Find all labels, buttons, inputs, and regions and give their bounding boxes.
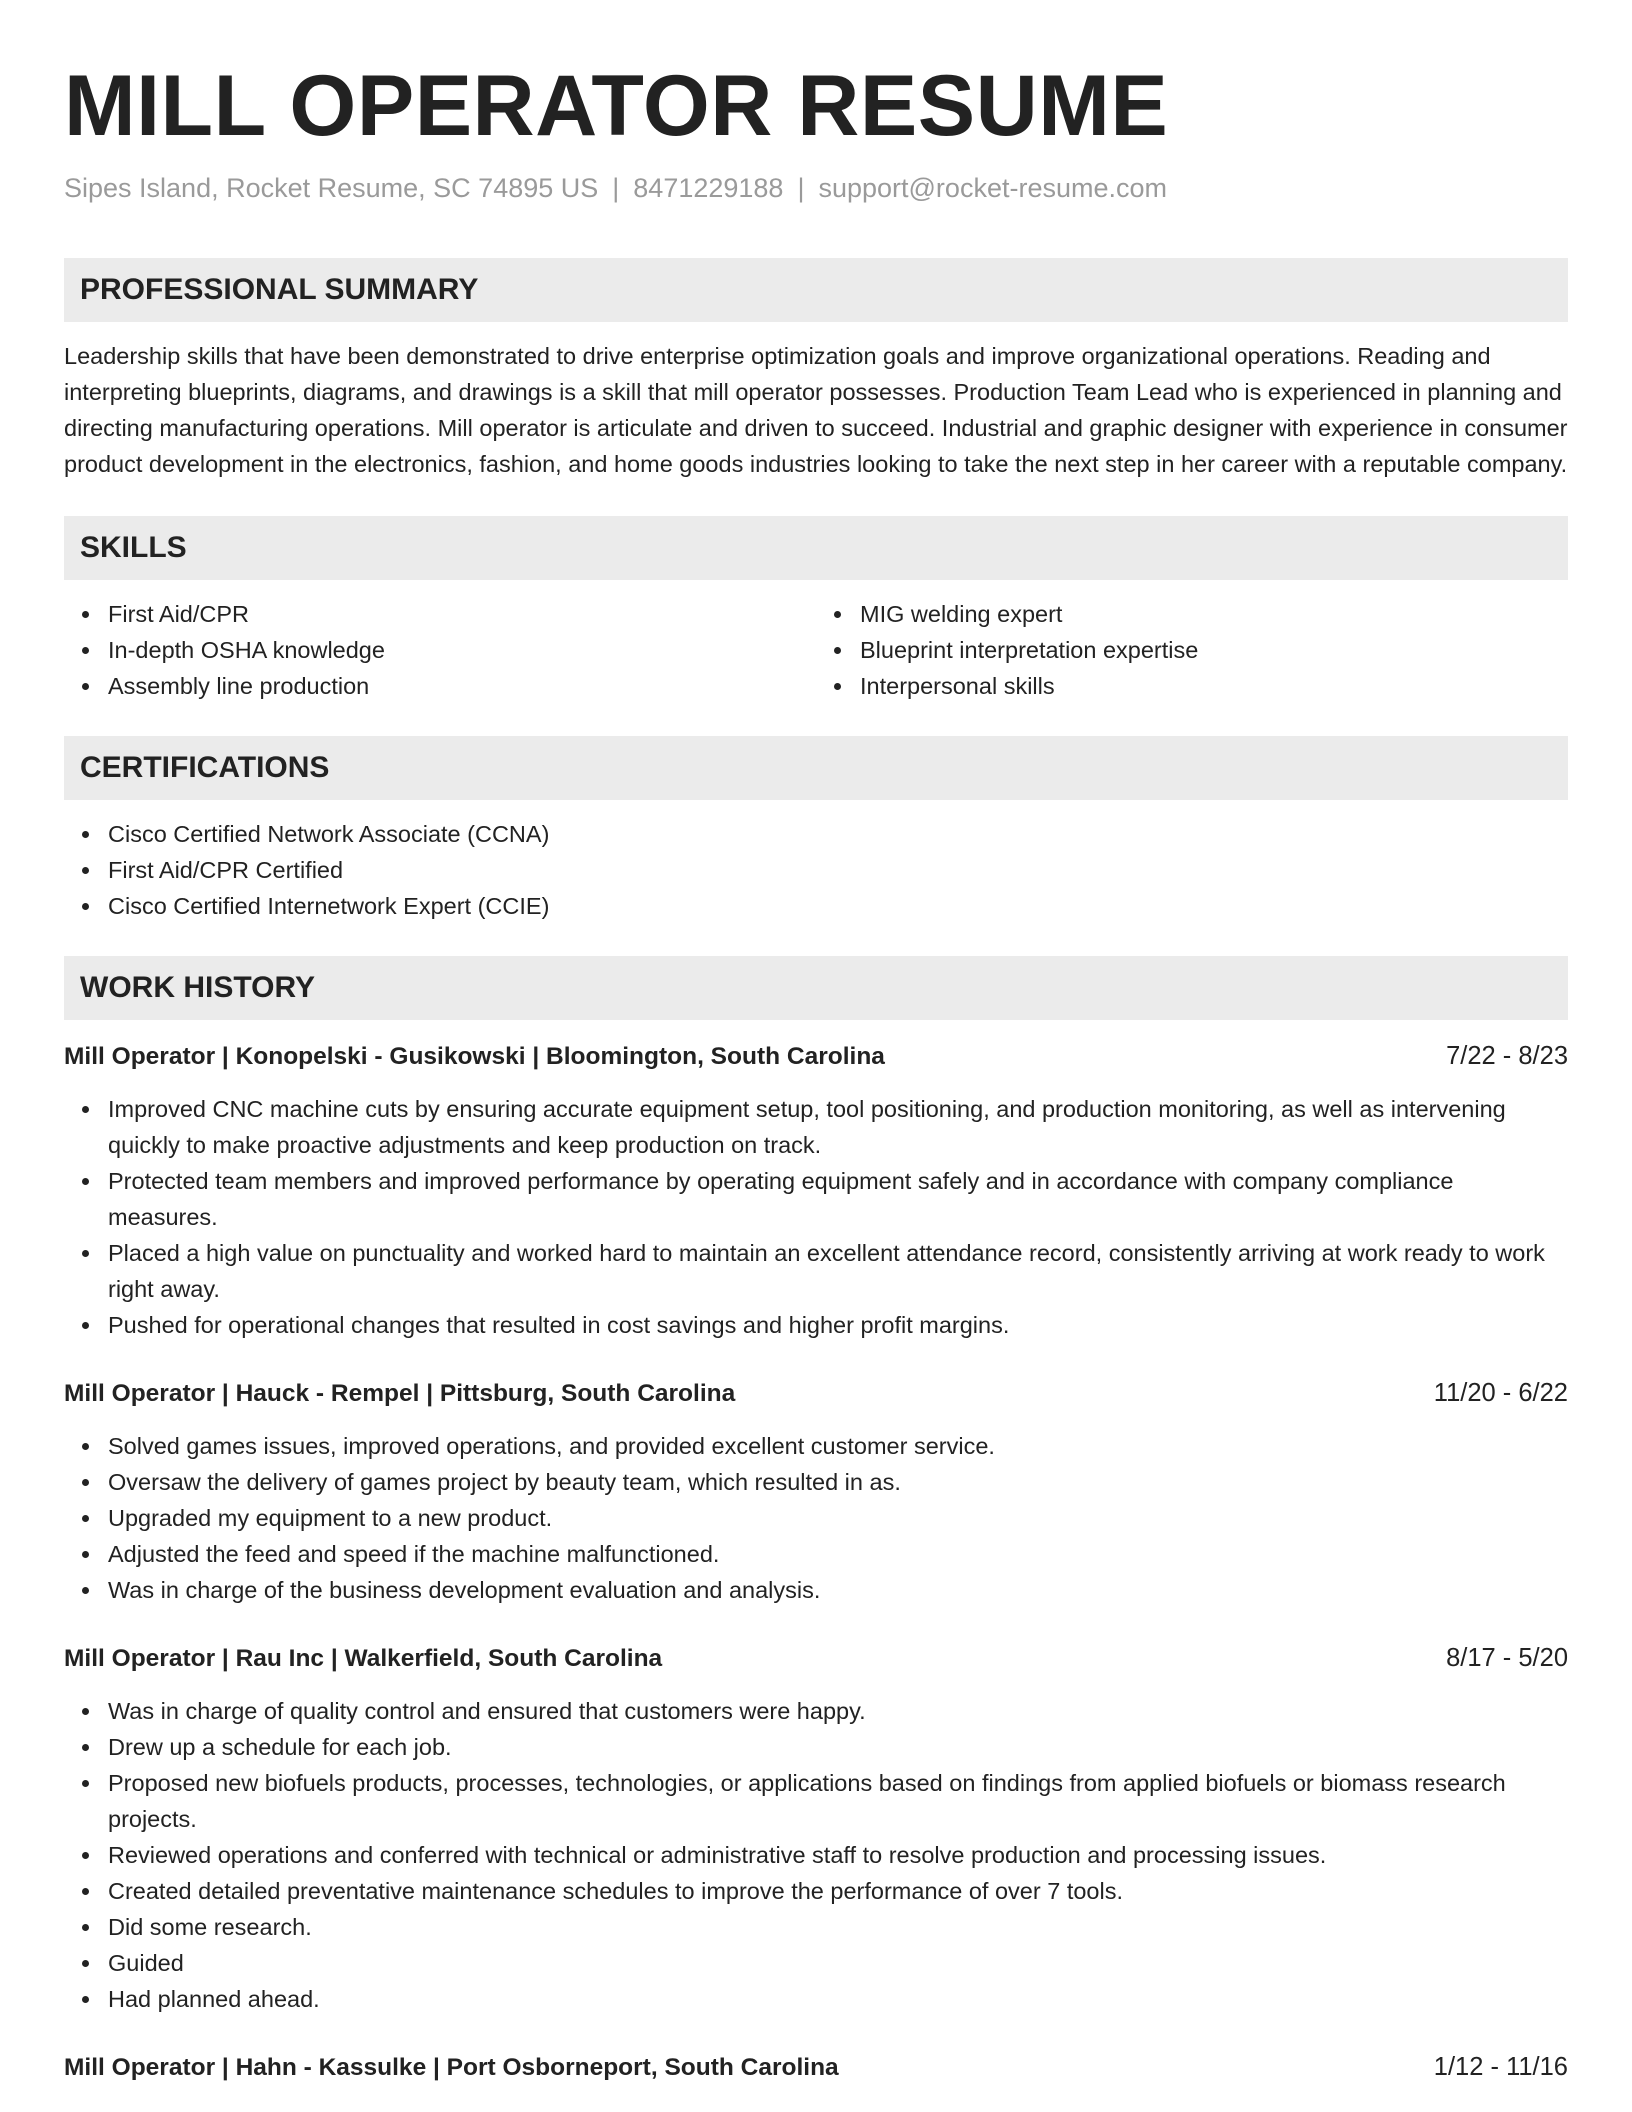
skill-item: Assembly line production xyxy=(108,668,816,704)
job-header xyxy=(64,1038,1568,1075)
job-title: Mill Operator | Rau Inc | Walkerfield, South Carolina xyxy=(64,1645,663,1672)
job-header xyxy=(64,1640,1568,1677)
skill-item: MIG welding expert xyxy=(860,596,1568,632)
job-entry xyxy=(64,2049,1568,2086)
work-history-section xyxy=(64,956,1568,2086)
job-bullet: Was in charge of the business development evaluation and analysis. xyxy=(108,1572,1568,1608)
job-entry xyxy=(64,1640,1568,2017)
contact-separator: | xyxy=(612,173,620,203)
job-dates: 7/22 - 8/23 xyxy=(1446,1042,1568,1070)
job-title: Mill Operator | Konopelski - Gusikowski | Bloomington, South Carolina xyxy=(64,1043,885,1070)
skills-list-left xyxy=(64,596,816,704)
skills-section xyxy=(64,516,1568,704)
summary-section xyxy=(64,258,1568,482)
job-bullet: Was in charge of quality control and ensured that customers were happy. xyxy=(108,1693,1568,1729)
job-bullet: Had planned ahead. xyxy=(108,1981,1568,2017)
job-dates: 11/20 - 6/22 xyxy=(1433,1379,1568,1407)
job-bullet: Did some research. xyxy=(108,1909,1568,1945)
certification-item: First Aid/CPR Certified xyxy=(108,852,1568,888)
summary-text: Leadership skills that have been demonstrated to drive enterprise optimization goals and improve organizational operations. Reading and interpreting blueprints, diagrams, and drawings is a skill that mill operator possesses. Production Team Lead who is experienced in planning and directing manufacturing operations. Mill operator is articulate and driven to succeed. Industrial and graphic designer with experience in consumer product development in the electronics, fashion, and home goods industries looking to take the next step in her career with a reputable company. xyxy=(64,343,1568,477)
skills-list-right xyxy=(816,596,1568,704)
job-bullet: Placed a high value on punctuality and worked hard to maintain an excellent attendance record, consistently arriving at work ready to work right away. xyxy=(108,1235,1568,1307)
certification-item: Cisco Certified Internetwork Expert (CCIE) xyxy=(108,888,1568,924)
job-bullet: Reviewed operations and conferred with technical or administrative staff to resolve production and processing issues. xyxy=(108,1837,1568,1873)
contact-separator: | xyxy=(797,173,805,203)
job-bullet: Created detailed preventative maintenance schedules to improve the performance of over 7 tools. xyxy=(108,1873,1568,1909)
certifications-section xyxy=(64,736,1568,924)
summary-heading: PROFESSIONAL SUMMARY xyxy=(64,258,1568,322)
job-header xyxy=(64,2049,1568,2086)
contact-phone: 8471229188 xyxy=(633,173,784,203)
job-bullets xyxy=(64,1428,1568,1608)
skill-item: First Aid/CPR xyxy=(108,596,816,632)
skills-heading: SKILLS xyxy=(64,516,1568,580)
job-bullet: Guided xyxy=(108,1945,1568,1981)
certification-item: Cisco Certified Network Associate (CCNA) xyxy=(108,816,1568,852)
skill-item: In-depth OSHA knowledge xyxy=(108,632,816,668)
job-bullet: Adjusted the feed and speed if the machine malfunctioned. xyxy=(108,1536,1568,1572)
skill-item: Blueprint interpretation expertise xyxy=(860,632,1568,668)
job-header xyxy=(64,1375,1568,1412)
work-history-heading: WORK HISTORY xyxy=(64,956,1568,1020)
job-bullet: Oversaw the delivery of games project by beauty team, which resulted in as. xyxy=(108,1464,1568,1500)
certifications-list xyxy=(64,816,1568,924)
job-bullet: Protected team members and improved performance by operating equipment safely and in accordance with company compliance measures. xyxy=(108,1163,1568,1235)
job-entry xyxy=(64,1375,1568,1608)
job-title: Mill Operator | Hahn - Kassulke | Port Osborneport, South Carolina xyxy=(64,2054,839,2081)
job-bullet: Pushed for operational changes that resulted in cost savings and higher profit margins. xyxy=(108,1307,1568,1343)
job-bullet: Solved games issues, improved operations, and provided excellent customer service. xyxy=(108,1428,1568,1464)
resume-title: MILL OPERATOR RESUME xyxy=(64,58,1169,154)
contact-address: Sipes Island, Rocket Resume, SC 74895 US xyxy=(64,173,599,203)
contact-line xyxy=(64,170,1568,206)
job-bullet: Proposed new biofuels products, processes, technologies, or applications based on findings from applied biofuels or biomass research projects. xyxy=(108,1765,1568,1837)
job-title: Mill Operator | Hauck - Rempel | Pittsburg, South Carolina xyxy=(64,1380,736,1407)
job-bullet: Drew up a schedule for each job. xyxy=(108,1729,1568,1765)
certifications-heading: CERTIFICATIONS xyxy=(64,736,1568,800)
contact-email: support@rocket-resume.com xyxy=(818,173,1167,203)
resume-page xyxy=(64,56,1568,2086)
job-bullet: Upgraded my equipment to a new product. xyxy=(108,1500,1568,1536)
job-dates: 1/12 - 11/16 xyxy=(1433,2053,1568,2081)
job-dates: 8/17 - 5/20 xyxy=(1446,1644,1568,1672)
skill-item: Interpersonal skills xyxy=(860,668,1568,704)
job-bullet: Improved CNC machine cuts by ensuring accurate equipment setup, tool positioning, and production monitoring, as well as intervening quickly to make proactive adjustments and keep production on track. xyxy=(108,1091,1568,1163)
job-bullets xyxy=(64,1091,1568,1343)
skills-grid xyxy=(64,580,1568,704)
job-entry xyxy=(64,1038,1568,1343)
job-bullets xyxy=(64,1693,1568,2017)
